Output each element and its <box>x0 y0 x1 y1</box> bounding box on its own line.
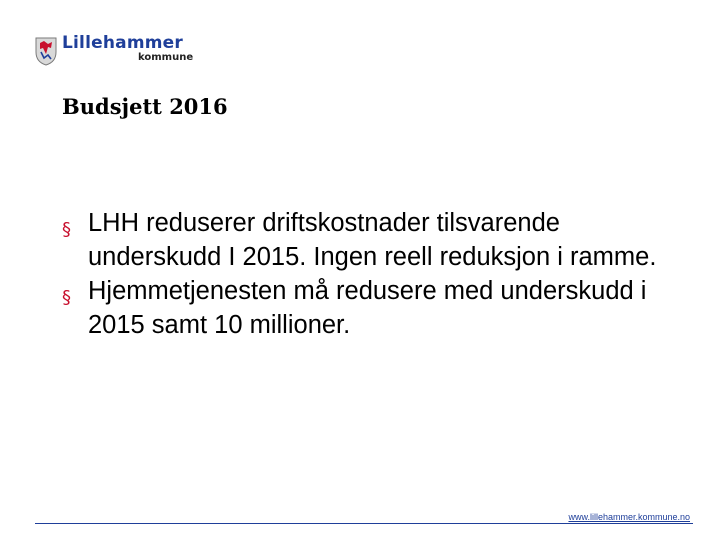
municipality-logo <box>34 33 214 68</box>
bullet-text: Hjemmetjenesten må redusere med underskudd i 2015 samt 10 millioner. <box>88 277 647 339</box>
bullet-item <box>62 206 682 274</box>
bullet-list <box>62 206 682 342</box>
bullet-item <box>62 274 682 342</box>
footer-divider <box>35 523 693 524</box>
footer-url-link[interactable]: www.lillehammer.kommune.no <box>568 512 690 522</box>
logo-subtitle: kommune <box>138 52 194 63</box>
coat-of-arms-icon <box>34 36 58 66</box>
slide-title: Budsjett 2016 <box>62 94 228 119</box>
logo-name: Lillehammer <box>62 33 183 53</box>
bullet-marker: § <box>62 219 71 240</box>
bullet-marker: § <box>62 287 71 308</box>
bullet-text: LHH reduserer driftskostnader tilsvarende underskudd I 2015. Ingen reell reduksjon i ramme. <box>88 209 657 271</box>
